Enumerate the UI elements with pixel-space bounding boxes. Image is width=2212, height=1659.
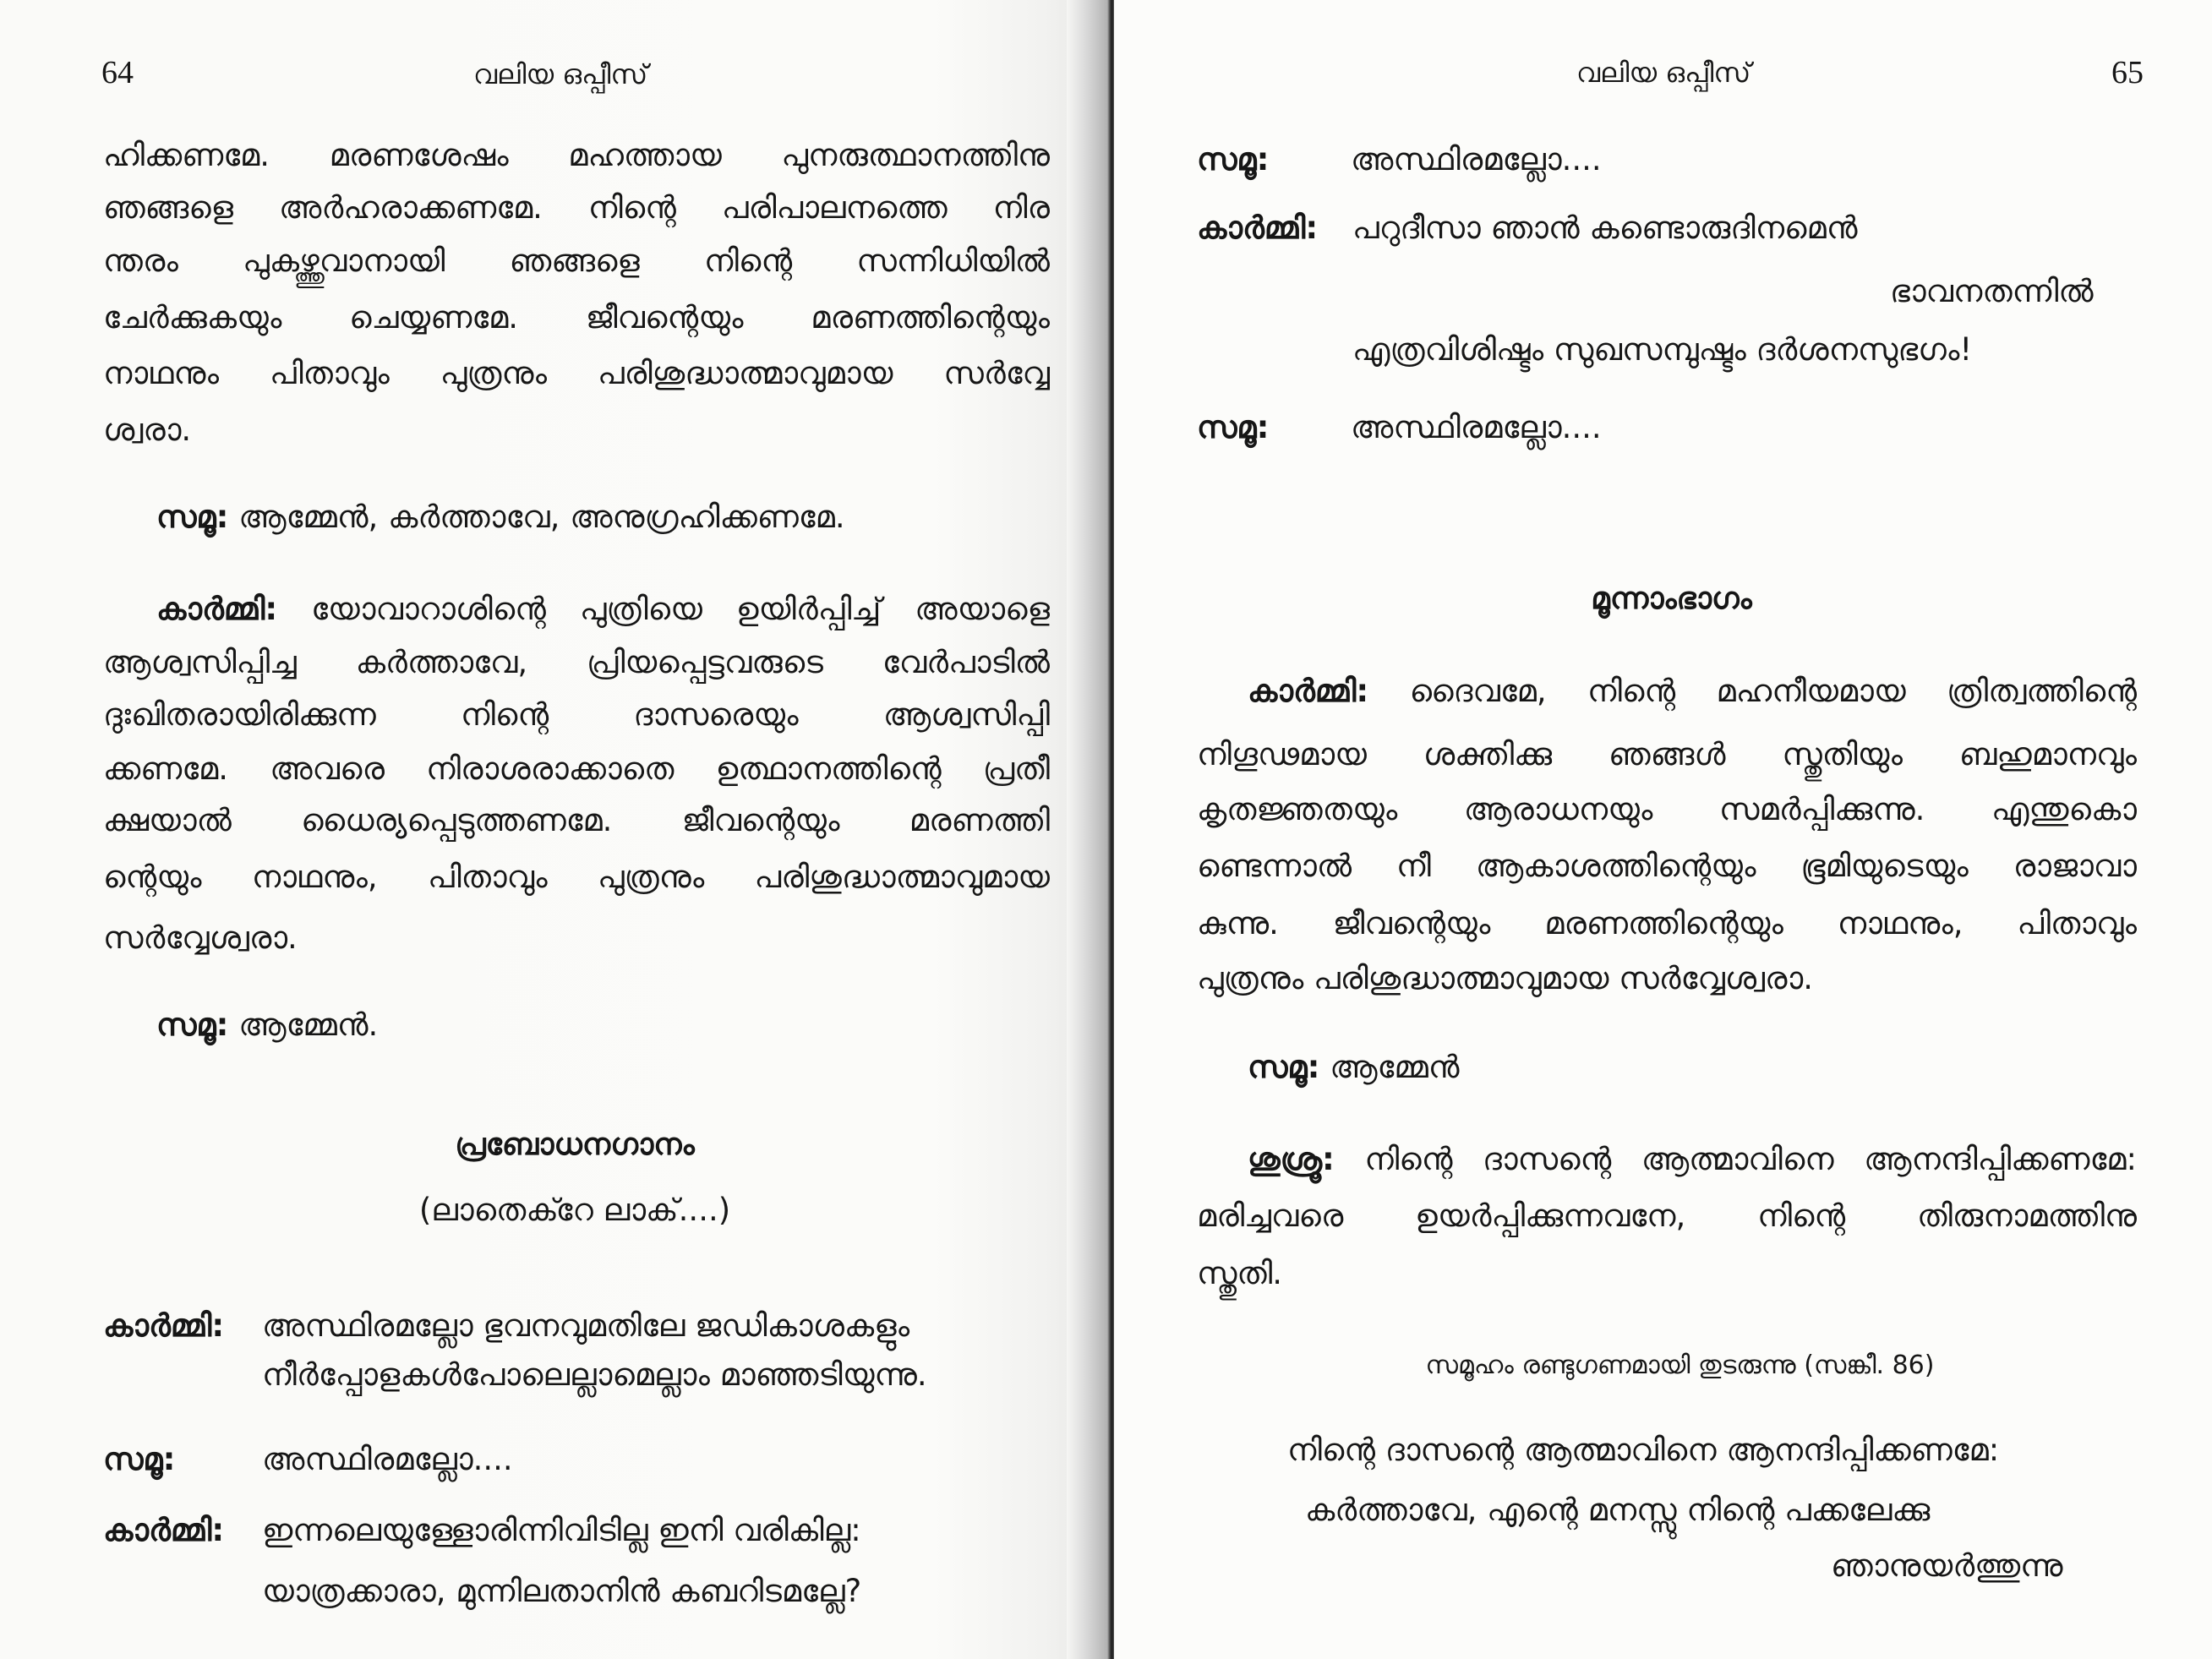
speaker-label: കാർമ്മി:: [103, 1512, 225, 1548]
body-line: കുന്നു. ജീവന്റെയും മരണത്തിന്റെയും നാഥനും, പിതാവും: [1197, 905, 2137, 941]
body-line: നാഥനും പിതാവും പുത്രനും പരിശുദ്ധാത്മാവുമായ സർവ്വേ: [103, 355, 1050, 391]
response-line: [1248, 1047, 1460, 1088]
psalm-line: ഞാനുയർത്തുന്നു: [1831, 1547, 2063, 1584]
speaker-label: കാർമ്മി:: [1197, 210, 1319, 246]
body-line: ശ്വരാ.: [103, 412, 192, 448]
verse-line: അസ്ഥിരമല്ലോ....: [1351, 409, 1602, 445]
section-title: പ്രബോധനഗാനം: [455, 1127, 695, 1162]
running-header: വലിയ ഒപ്പീസ്: [473, 58, 648, 90]
body-line: മരിച്ചവരെ ഉയർപ്പിക്കുന്നവനേ, നിന്റെ തിരുനാമത്തിനു: [1197, 1198, 2137, 1234]
response-text: ആമ്മേൻ.: [238, 1007, 379, 1043]
verse-line: അസ്ഥിരമല്ലോ ഭുവനവുമതിലേ ജഡികാശകളും: [262, 1307, 910, 1344]
book-spine: [1067, 0, 1117, 1659]
deacon-first-line: [1248, 1139, 2137, 1180]
response-text: ആമ്മേൻ: [1330, 1049, 1460, 1085]
body-line: ണ്ടെന്നാൽ നീ ആകാശത്തിന്റെയും ഭൂമിയുടെയും രാജാവാ: [1197, 848, 2137, 884]
speaker-label: സമൂ:: [1248, 1049, 1320, 1085]
verse-line: അസ്ഥിരമല്ലോ....: [1351, 141, 1602, 177]
speaker-label: കാർമ്മി:: [1248, 673, 1369, 709]
prayer-text: യോവാറാശിന്റെ പുത്രിയെ ഉയിർപ്പിച്ച് അയാളെ: [311, 591, 1050, 627]
speaker-label: കാർമ്മി:: [103, 1307, 225, 1344]
response-line: [156, 497, 845, 538]
response-line: [156, 1005, 378, 1045]
page-number: 64: [101, 55, 134, 90]
prayer-first-line: [1248, 671, 2137, 712]
body-line: കൃതജ്ഞതയും ആരാധനയും സമർപ്പിക്കുന്നു. എന്തുകൊ: [1197, 791, 2137, 827]
speaker-label: സമൂ:: [103, 1441, 176, 1477]
speaker-label: സമൂ:: [156, 499, 229, 535]
right-page: [1114, 0, 2212, 1659]
speaker-label: സമൂ:: [1197, 141, 1270, 177]
body-line: ന്റെയും നാഥനും, പിതാവും പുത്രനും പരിശുദ്ധാത്മാവുമായ: [103, 859, 1050, 895]
psalm-line: നിന്റെ ദാസന്റെ ആത്മാവിനെ ആനന്ദിപ്പിക്കണമേ:: [1287, 1432, 2000, 1468]
speaker-label: കാർമ്മി:: [156, 591, 278, 627]
body-line: നിഗൂഢമായ ശക്തിക്കു ഞങ്ങൾ സ്തുതിയും ബഹുമാനവും: [1197, 736, 2137, 772]
speaker-label: സമൂ:: [156, 1007, 229, 1043]
body-line: പുത്രനും പരിശുദ്ധാത്മാവുമായ സർവ്വേശ്വരാ.: [1197, 960, 1813, 996]
body-line: ന്തരം പുകഴ്ത്തുവാനായി ഞങ്ങളെ നിന്റെ സന്നിധിയിൽ: [103, 243, 1050, 279]
section-title: മൂന്നാംഭാഗം: [1591, 581, 1752, 616]
verse-line: ഇന്നലെയുള്ളോരിന്നിവിടില്ല ഇനി വരികില്ല:: [262, 1512, 861, 1548]
body-line: ക്കണമേ. അവരെ നിരാശരാക്കാതെ ഉത്ഥാനത്തിന്റെ പ്രതീ: [103, 750, 1050, 787]
deacon-text: നിന്റെ ദാസന്റെ ആത്മാവിനെ ആനന്ദിപ്പിക്കണമേ:: [1364, 1141, 2137, 1177]
body-line: ക്ഷയാൽ ധൈര്യപ്പെടുത്തണമേ. ജീവന്റെയും മരണത്തി: [103, 802, 1050, 838]
verse-line: ഭാവനതന്നിൽ: [1890, 273, 2094, 309]
speaker-label: ശുശ്രൂ:: [1248, 1141, 1335, 1177]
body-line: ഞങ്ങളെ അർഹരാക്കണമേ. നിന്റെ പരിപാലനത്തെ നിര: [103, 189, 1050, 226]
speaker-label: സമൂ:: [1197, 409, 1270, 445]
rubric-note: സമൂഹം രണ്ടുഗണമായി തുടരുന്നു (സങ്കീ. 86): [1425, 1351, 1935, 1380]
page-number: 65: [2111, 55, 2144, 90]
verse-line: നീർപ്പോളകൾപോലെല്ലാമെല്ലാം മാഞ്ഞടിയുന്നു.: [262, 1356, 927, 1393]
body-line: സർവ്വേശ്വരാ.: [103, 920, 298, 956]
prayer-first-line: [156, 589, 1050, 630]
verse-line: പറുദീസാ ഞാൻ കണ്ടൊരുദിനമെൻ: [1352, 210, 1858, 246]
body-line: ഹിക്കണമേ. മരണശേഷം മഹത്തായ പുനരുത്ഥാനത്തിനു: [103, 137, 1050, 173]
body-line: ആശ്വസിപ്പിച്ച കർത്താവേ, പ്രിയപ്പെട്ടവരുടെ വേർപാടിൽ: [103, 644, 1050, 680]
psalm-line: കർത്താവേ, എന്റെ മനസ്സു നിന്റെ പക്കലേക്കു: [1305, 1492, 1931, 1528]
response-text: ആമ്മേൻ, കർത്താവേ, അനുഗ്രഹിക്കണമേ.: [238, 499, 845, 535]
verse-line: എത്രവിശിഷ്ടം സുഖസമ്പുഷ്ടം ദർശനസുഭഗം!: [1352, 331, 1973, 368]
body-line: ചേർക്കുകയും ചെയ്യണമേ. ജീവന്റെയും മരണത്തിന്റെയും: [103, 299, 1050, 336]
left-page: [0, 0, 1099, 1659]
section-subtitle: (ലാതെക്റേ ലാക്....): [418, 1192, 731, 1228]
body-line: ദുഃഖിതരായിരിക്കുന്ന നിന്റെ ദാസരെയും ആശ്വസിപ്പി: [103, 696, 1050, 733]
verse-line: അസ്ഥിരമല്ലോ....: [262, 1441, 513, 1477]
body-line: സ്തുതി.: [1197, 1255, 1283, 1291]
running-header: വലിയ ഒപ്പീസ്: [1576, 57, 1751, 89]
verse-line: യാത്രക്കാരാ, മുന്നിലതാനിൻ കബറിടമല്ലേ?: [262, 1573, 862, 1609]
prayer-text: ദൈവമേ, നിന്റെ മഹനീയമായ ത്രിത്വത്തിന്റെ: [1409, 673, 2137, 709]
